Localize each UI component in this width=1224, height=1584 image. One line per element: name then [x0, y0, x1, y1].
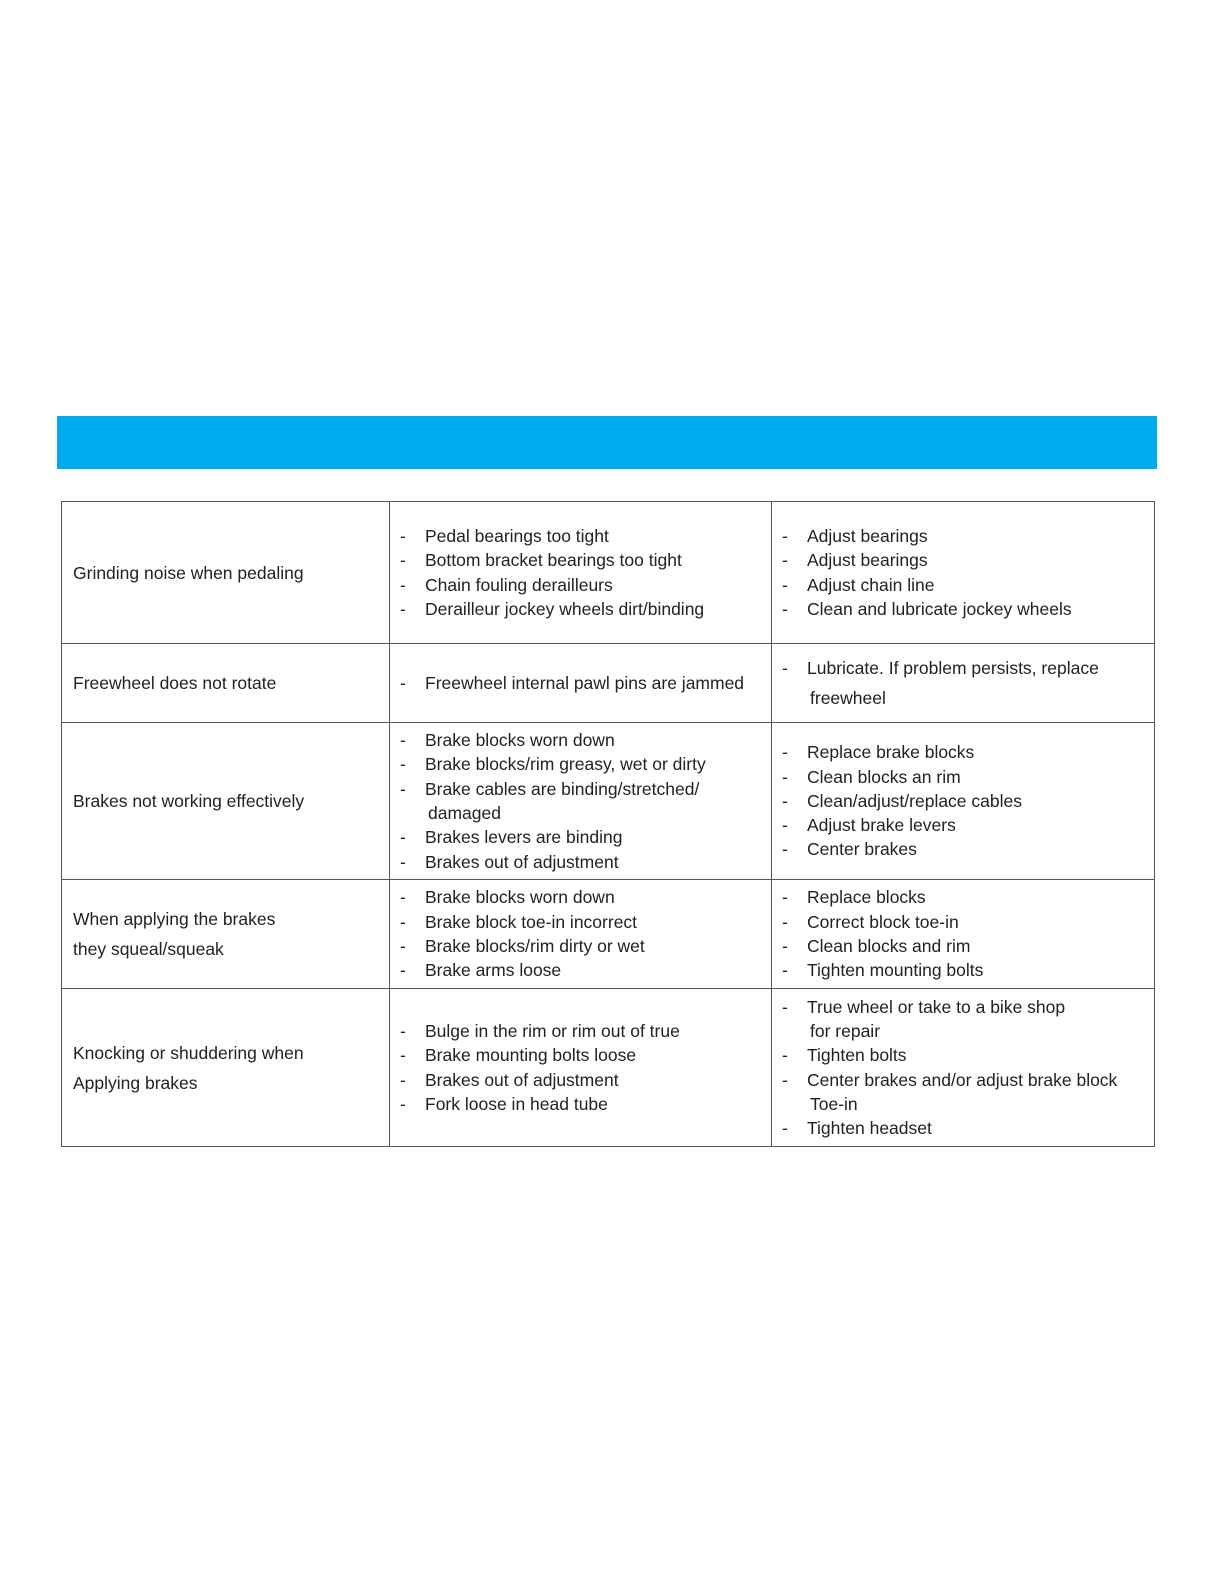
dash-bullet: -: [782, 887, 788, 908]
item-text: Pedal bearings too tight: [425, 525, 609, 546]
dash-bullet: -: [782, 574, 788, 595]
cause-cell: [390, 989, 772, 1147]
solution-item: [772, 653, 1146, 713]
section-header-banner: [57, 416, 1157, 469]
table-row: [62, 644, 1155, 723]
dash-bullet: -: [782, 839, 788, 860]
causes-list: [390, 885, 771, 982]
cause-cell: [390, 502, 772, 644]
item-text: Brake arms loose: [425, 960, 562, 981]
item-text: Bulge in the rim or rim out of true: [425, 1020, 680, 1041]
cause-item: [390, 1019, 763, 1043]
item-text: Lubricate. If problem persists, replace: [807, 658, 1099, 678]
item-text: Center brakes: [807, 839, 917, 860]
causes-list: [390, 524, 771, 621]
cause-item: [390, 671, 763, 695]
table-row: [62, 723, 1155, 880]
dash-bullet: -: [400, 911, 406, 932]
solution-item: [772, 789, 1146, 813]
item-text: Replace blocks: [807, 887, 926, 908]
troubleshooting-table: [61, 501, 1155, 1147]
cause-item: [390, 728, 763, 752]
solution-item: [772, 573, 1146, 597]
solution-item: [772, 1043, 1146, 1067]
dash-bullet: -: [782, 658, 788, 678]
problem-text: Knocking or shuddering when: [73, 1042, 304, 1063]
item-text-continued: for repair: [810, 1020, 881, 1041]
dash-bullet: -: [782, 598, 788, 619]
dash-bullet: -: [400, 730, 406, 751]
cause-cell: [390, 723, 772, 880]
dash-bullet: -: [782, 525, 788, 546]
dash-bullet: -: [400, 936, 406, 956]
problem-cell: [62, 723, 390, 880]
item-text: Brakes out of adjustment: [425, 851, 619, 872]
solution-item: [772, 1068, 1146, 1117]
cause-item: [390, 885, 763, 909]
dash-bullet: -: [782, 766, 788, 787]
dash-bullet: -: [400, 672, 406, 693]
dash-bullet: -: [782, 996, 788, 1017]
item-text: Center brakes and/or adjust brake block: [807, 1069, 1118, 1090]
item-text: Adjust chain line: [807, 574, 935, 595]
cause-item: [390, 573, 763, 597]
cause-cell: [390, 644, 772, 723]
dash-bullet: -: [400, 1045, 406, 1066]
dash-bullet: -: [400, 887, 406, 908]
item-text: Brake block toe-in incorrect: [425, 911, 638, 932]
cause-item: [390, 825, 763, 849]
item-text-continued: freewheel: [810, 688, 886, 708]
dash-bullet: -: [782, 550, 788, 571]
solutions-list: [772, 740, 1154, 861]
cause-item: [390, 597, 763, 621]
solution-item: [772, 597, 1146, 621]
dash-bullet: -: [400, 851, 406, 872]
cause-item: [390, 934, 763, 958]
item-text: Brake mounting bolts loose: [425, 1045, 637, 1066]
solution-item: [772, 524, 1146, 548]
item-text: Clean/adjust/replace cables: [807, 790, 1022, 811]
problem-text: When applying the brakes: [73, 909, 276, 929]
causes-list: [390, 728, 771, 874]
dash-bullet: -: [400, 598, 406, 619]
item-text: Adjust brake levers: [807, 815, 956, 836]
solutions-list: [772, 653, 1154, 713]
item-text: Bottom bracket bearings too tight: [425, 550, 682, 571]
solution-cell: [772, 989, 1155, 1147]
solutions-list: [772, 995, 1154, 1141]
item-text: Brake blocks/rim dirty or wet: [425, 936, 645, 956]
item-text: Tighten headset: [807, 1118, 932, 1139]
dash-bullet: -: [400, 778, 406, 799]
item-text: Fork loose in head tube: [425, 1093, 608, 1114]
dash-bullet: -: [782, 960, 788, 981]
item-text: Adjust bearings: [807, 525, 928, 546]
solution-item: [772, 995, 1146, 1044]
table-row: [62, 880, 1155, 989]
problem-cell: [62, 644, 390, 723]
problem-cell: [62, 880, 390, 989]
item-text: Tighten bolts: [807, 1045, 907, 1066]
item-text: Brake blocks worn down: [425, 887, 615, 908]
dash-bullet: -: [400, 1069, 406, 1090]
item-text: Clean blocks and rim: [807, 936, 971, 956]
cause-item: [390, 910, 763, 934]
problem-cell: [62, 502, 390, 644]
solution-item: [772, 837, 1146, 861]
item-text-continued: Toe-in: [810, 1093, 858, 1114]
problem-cell: [62, 989, 390, 1147]
item-text: Brakes out of adjustment: [425, 1069, 619, 1090]
table-row: [62, 502, 1155, 644]
dash-bullet: -: [400, 1020, 406, 1041]
problem-text: Applying brakes: [73, 1072, 198, 1093]
item-text: True wheel or take to a bike shop: [807, 996, 1066, 1017]
solution-item: [772, 934, 1146, 958]
solution-cell: [772, 502, 1155, 644]
solution-cell: [772, 644, 1155, 723]
solutions-list: [772, 524, 1154, 621]
causes-list: [390, 671, 771, 695]
item-text: Tighten mounting bolts: [807, 960, 984, 981]
item-text: Derailleur jockey wheels dirt/binding: [425, 598, 705, 619]
item-text: Brakes levers are binding: [425, 827, 623, 848]
dash-bullet: -: [782, 815, 788, 836]
item-text: Brake blocks worn down: [425, 730, 615, 751]
item-text: Clean blocks an rim: [807, 766, 961, 787]
item-text: Brake blocks/rim greasy, wet or dirty: [425, 754, 706, 775]
item-text: Correct block toe-in: [807, 911, 959, 932]
dash-bullet: -: [782, 911, 788, 932]
solution-item: [772, 885, 1146, 909]
cause-item: [390, 548, 763, 572]
solution-item: [772, 813, 1146, 837]
item-text: Chain fouling derailleurs: [425, 574, 613, 595]
cause-item: [390, 850, 763, 874]
dash-bullet: -: [782, 742, 788, 763]
problem-text: Grinding noise when pedaling: [73, 562, 304, 583]
item-text: Freewheel internal pawl pins are jammed: [425, 672, 745, 693]
dash-bullet: -: [782, 1045, 788, 1066]
cause-item: [390, 524, 763, 548]
cause-item: [390, 777, 763, 826]
cause-item: [390, 1092, 763, 1116]
solution-item: [772, 910, 1146, 934]
problem-text: Brakes not working effectively: [73, 791, 305, 811]
problem-text: Freewheel does not rotate: [73, 673, 277, 693]
solution-item: [772, 765, 1146, 789]
cause-item: [390, 958, 763, 982]
dash-bullet: -: [400, 1093, 406, 1114]
item-text: Brake cables are binding/stretched/: [425, 778, 700, 799]
cause-item: [390, 1043, 763, 1067]
causes-list: [390, 1019, 771, 1116]
dash-bullet: -: [782, 790, 788, 811]
dash-bullet: -: [400, 960, 406, 981]
problem-text: they squeal/squeak: [73, 939, 224, 959]
dash-bullet: -: [400, 754, 406, 775]
solution-cell: [772, 723, 1155, 880]
cause-item: [390, 1068, 763, 1092]
item-text: Replace brake blocks: [807, 742, 975, 763]
cause-cell: [390, 880, 772, 989]
item-text-continued: damaged: [428, 803, 501, 823]
dash-bullet: -: [782, 936, 788, 956]
dash-bullet: -: [400, 827, 406, 848]
dash-bullet: -: [400, 525, 406, 546]
solution-item: [772, 1116, 1146, 1140]
item-text: Clean and lubricate jockey wheels: [807, 598, 1072, 619]
table-row: [62, 989, 1155, 1147]
solution-cell: [772, 880, 1155, 989]
dash-bullet: -: [400, 574, 406, 595]
item-text: Adjust bearings: [807, 550, 928, 571]
dash-bullet: -: [782, 1118, 788, 1139]
solutions-list: [772, 885, 1154, 982]
solution-item: [772, 958, 1146, 982]
solution-item: [772, 548, 1146, 572]
dash-bullet: -: [400, 550, 406, 571]
dash-bullet: -: [782, 1069, 788, 1090]
cause-item: [390, 752, 763, 776]
solution-item: [772, 740, 1146, 764]
